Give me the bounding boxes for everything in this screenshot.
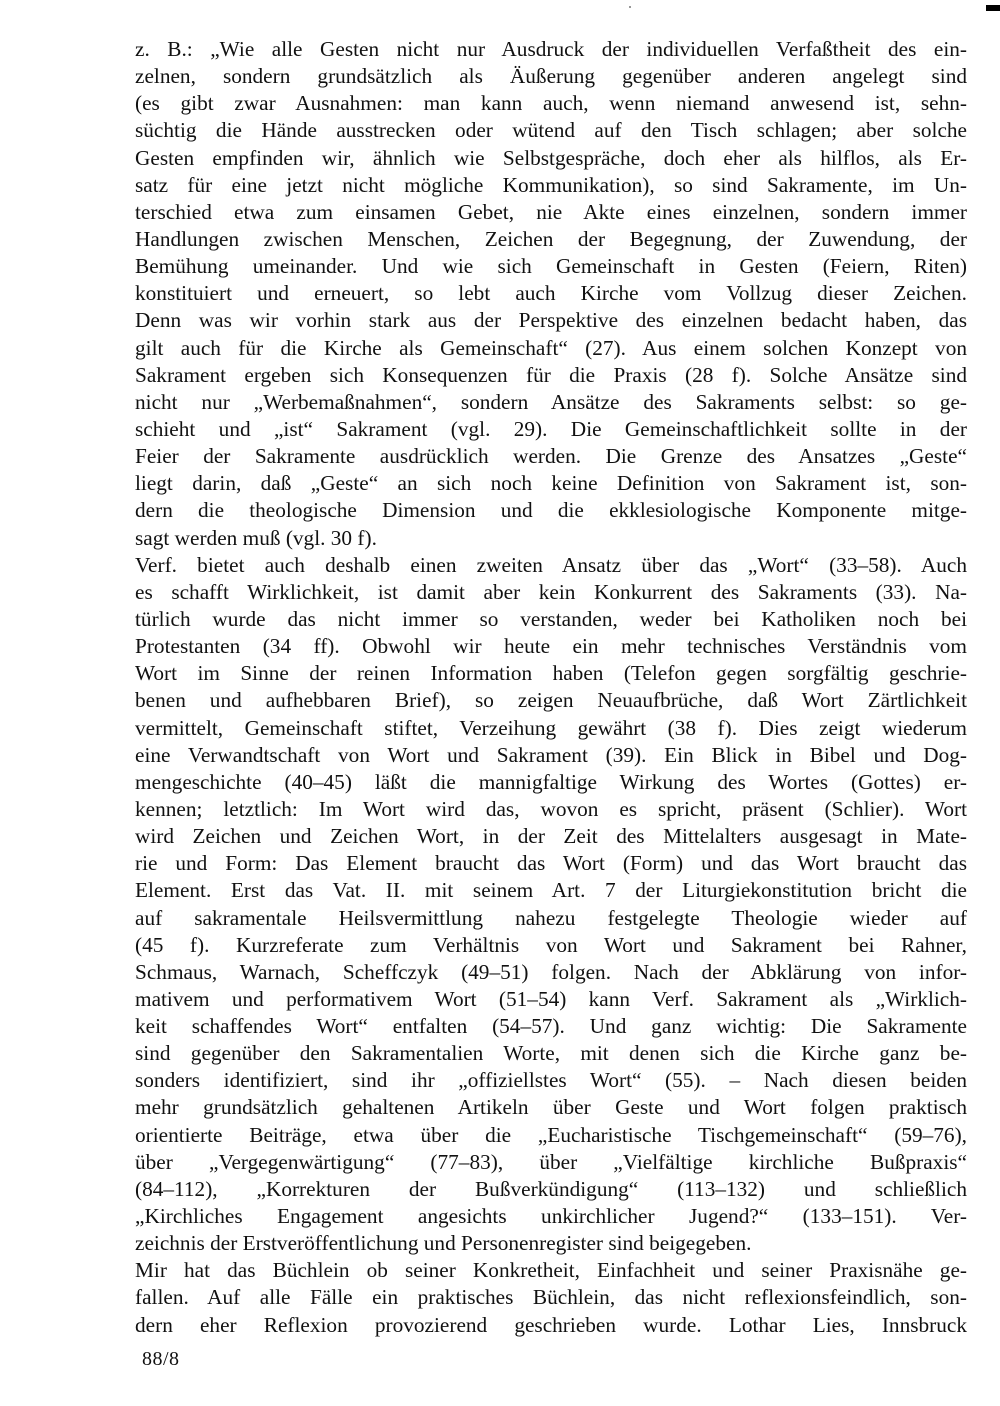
text-line: Element. Erst das Vat. II. mit seinem Art. 7 der Liturgiekonstitution bricht die (135, 878, 967, 903)
text-line: keit schaffendes Wort“ entfalten (54–57). Und ganz wichtig: Die Sakramente (135, 1014, 967, 1039)
page-number: 88/8 (142, 1348, 180, 1370)
text-line: kennen; letztlich: Im Wort wird das, wovon es spricht, präsent (Schlier). Wort (135, 796, 967, 821)
text-line: Feier der Sakramente ausdrücklich werden. Die Grenze des Ansatzes „Geste“ (135, 444, 967, 469)
text-line: Schmaus, Warnach, Scheffczyk (49–51) folgen. Nach der Abklärung von infor- (135, 959, 967, 984)
text-line: Bemühung umeinander. Und wie sich Gemeinschaft in Gesten (Feiern, Riten) (135, 254, 967, 279)
text-line: es schafft Wirklichkeit, ist damit aber kein Konkurrent des Sakraments (33). Na- (135, 579, 967, 604)
text-line: sonders identifiziert, sind ihr „offiziellstes Wort“ (55). – Nach diesen beiden (135, 1068, 967, 1093)
text-line: orientierte Beiträge, etwa über die „Eucharistische Tischgemeinschaft“ (59–76), (135, 1122, 967, 1147)
text-line: Verf. bietet auch deshalb einen zweiten Ansatz über das „Wort“ (33–58). Auch (135, 552, 967, 577)
text-line: nicht nur „Werbemaßnahmen“, sondern Ansätze des Sakraments selbst: so ge- (135, 389, 967, 414)
body-text (135, 36, 967, 1339)
text-line: terschied etwa zum einsamen Gebet, nie Akte eines einzelnen, sondern immer (135, 199, 967, 224)
scan-corner-mark (986, 5, 1000, 11)
text-line: rie und Form: Das Element braucht das Wort (Form) und das Wort braucht das (135, 851, 967, 876)
paragraph-end-line: sagt werden muß (vgl. 30 f). (135, 525, 377, 550)
text-line: zelnen, sondern grundsätzlich als Äußerung gegenüber anderen angelegt sind (135, 64, 967, 89)
text-line: mehr grundsätzlich gehaltenen Artikeln über Geste und Wort folgen praktisch (135, 1095, 967, 1120)
text-line: Gesten empfinden wir, ähnlich wie Selbstgespräche, doch eher als hilflos, als Er- (135, 145, 967, 170)
text-line: benen und aufhebbaren Brief), so zeigen Neuaufbrüche, daß Wort Zärtlichkeit (135, 688, 967, 713)
text-line: schieht und „ist“ Sakrament (vgl. 29). Die Gemeinschaftlichkeit sollte in der (135, 416, 967, 441)
text-line: z. B.: „Wie alle Gesten nicht nur Ausdruck der individuellen Verfaßtheit des ein- (135, 37, 967, 61)
text-line: Sakrament ergeben sich Konsequenzen für die Praxis (28 f). Solche Ansätze sind (135, 362, 967, 387)
text-line: sind gegenüber den Sakramentalien Worte, mit denen sich die Kirche ganz be- (135, 1041, 967, 1066)
text-line: wird Zeichen und Zeichen Wort, in der Zeit des Mittelalters ausgesagt in Mate- (135, 824, 967, 849)
text-line: liegt darin, daß „Geste“ an sich noch keine Definition von Sakrament ist, son- (135, 471, 967, 496)
text-line: fallen. Auf alle Fälle ein praktisches Büchlein, das nicht reflexionsfeindlich, son- (135, 1285, 967, 1310)
paragraph-end-line: zeichnis der Erstveröffentlichung und Personenregister sind beigegeben. (135, 1231, 752, 1256)
text-line: (45 f). Kurzreferate zum Verhältnis von Wort und Sakrament bei Rahner, (135, 932, 967, 957)
text-line: satz für eine jetzt nicht mögliche Kommunikation), so sind Sakramente, im Un- (135, 172, 967, 197)
text-line: türlich wurde das nicht immer so verstanden, weder bei Katholiken noch bei (135, 606, 967, 631)
text-line: Mir hat das Büchlein ob seiner Konkretheit, Einfachheit und seiner Praxisnähe ge- (135, 1258, 967, 1283)
text-line: Protestanten (34 ff). Obwohl wir heute ein mehr technisches Verständnis vom (135, 634, 967, 659)
text-line: mativem und performativem Wort (51–54) kann Verf. Sakrament als „Wirklich- (135, 986, 967, 1011)
text-line: Handlungen zwischen Menschen, Zeichen der Begegnung, der Zuwendung, der (135, 226, 967, 251)
text-line: auf sakramentale Heilsvermittlung nahezu festgelegte Theologie wieder auf (135, 905, 967, 930)
text-line: (84–112), „Korrekturen der Bußverkündigung“ (113–132) und schließlich (135, 1176, 967, 1201)
text-line: (es gibt zwar Ausnahmen: man kann auch, wenn niemand anwesend ist, sehn- (135, 91, 967, 116)
text-line: konstituiert und erneuert, so lebt auch Kirche vom Vollzug dieser Zeichen. (135, 281, 967, 306)
text-line: gilt auch für die Kirche als Gemeinschaft“ (27). Aus einem solchen Konzept von (135, 335, 967, 360)
text-line: mengeschichte (40–45) läßt die mannigfaltige Wirkung des Wortes (Gottes) er- (135, 769, 967, 794)
text-line: über „Vergegenwärtigung“ (77–83), über „Vielfältige kirchliche Bußpraxis“ (135, 1149, 967, 1174)
text-line: Wort im Sinne der reinen Information haben (Telefon gegen sorgfältig geschrie- (135, 661, 967, 686)
text-line: Denn was wir vorhin stark aus der Perspektive des einzelnen bedacht haben, das (135, 308, 967, 333)
text-line: vermittelt, Gemeinschaft stiftet, Verzeihung gewährt (38 f). Dies zeigt wiederum (135, 715, 967, 740)
scan-speck (629, 6, 631, 8)
text-line: eine Verwandtschaft von Wort und Sakrament (39). Ein Blick in Bibel und Dog- (135, 742, 967, 767)
text-line: dern die theologische Dimension und die ekklesiologische Komponente mitge- (135, 498, 967, 523)
text-line: süchtig die Hände ausstrecken oder wütend auf den Tisch schlagen; aber solche (135, 118, 967, 143)
text-line: „Kirchliches Engagement angesichts unkirchlicher Jugend?“ (133–151). Ver- (135, 1204, 967, 1229)
signature-line: dern eher Reflexion provozierend geschrieben wurde. Lothar Lies, Innsbruck (135, 1312, 967, 1337)
